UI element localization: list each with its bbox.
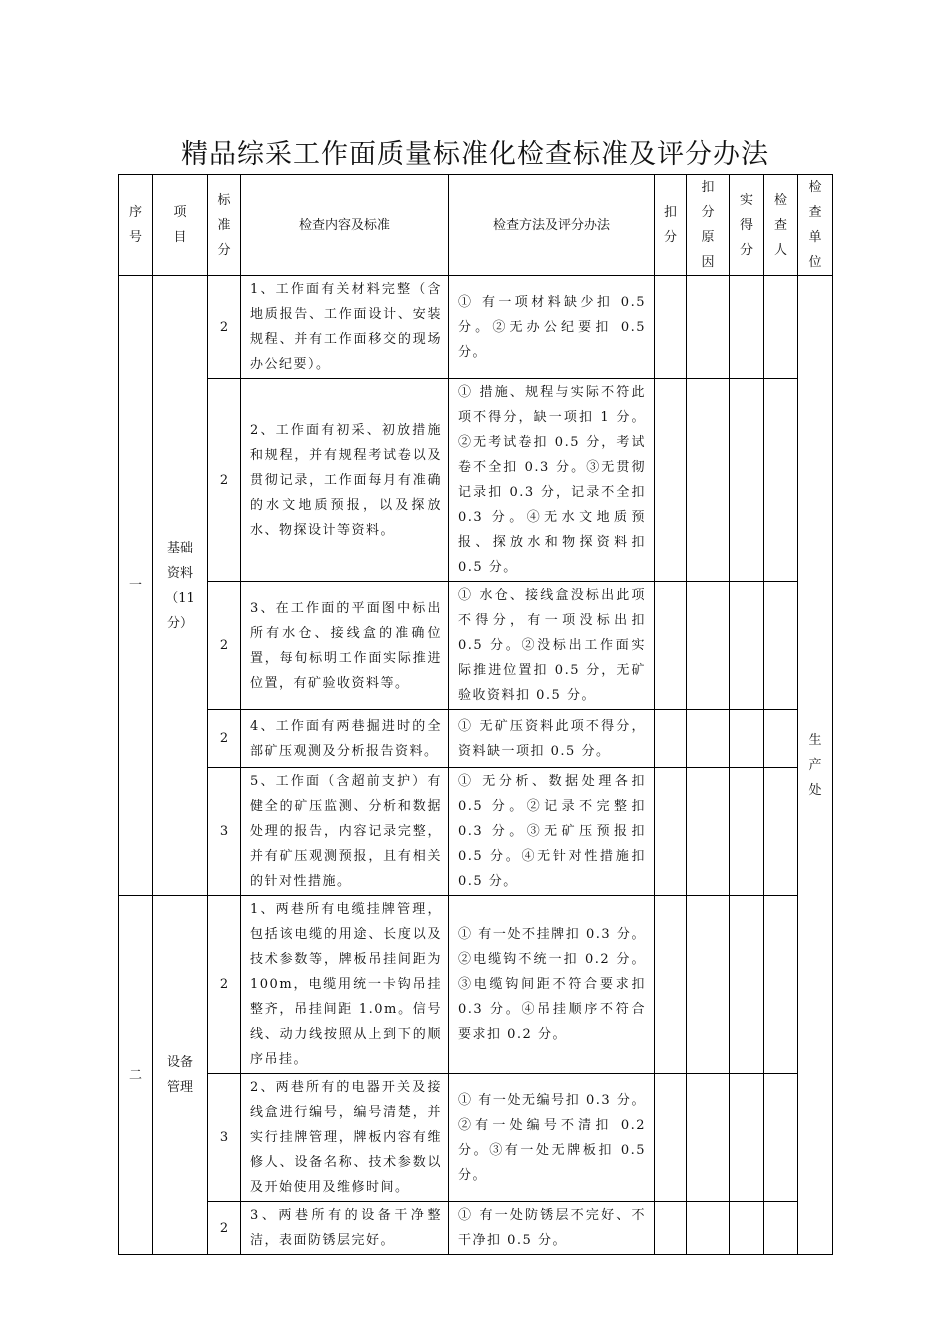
row-content: 4、工作面有两巷掘进时的全部矿压观测及分析报告资料。: [241, 710, 449, 768]
deduct-reason-cell[interactable]: [687, 379, 730, 582]
row-method: ① 无矿压资料此项不得分，资料缺一项扣 0.5 分。: [449, 710, 655, 768]
header-project: 项目: [153, 175, 208, 276]
header-seq: 序号: [119, 175, 153, 276]
section-2-project: 设备 管理: [153, 896, 208, 1255]
header-actual-score: 实得分: [730, 175, 764, 276]
row-content: 3、两巷所有的设备干净整洁，表面防锈层完好。: [241, 1202, 449, 1255]
actual-score-cell[interactable]: [730, 379, 764, 582]
deduct-cell[interactable]: [655, 896, 687, 1074]
deduct-reason-cell[interactable]: [687, 768, 730, 896]
table-row: [119, 379, 833, 582]
row-method: ① 有一项材料缺少扣 0.5 分。②无办公纪要扣 0.5 分。: [449, 276, 655, 379]
deduct-reason-cell[interactable]: [687, 1074, 730, 1202]
deduct-reason-cell[interactable]: [687, 276, 730, 379]
table-row: [119, 896, 833, 1074]
deduct-cell[interactable]: [655, 1202, 687, 1255]
section-1-seq: 一: [119, 276, 153, 896]
inspector-cell[interactable]: [764, 276, 798, 379]
table-row: [119, 1202, 833, 1255]
table-row: [119, 710, 833, 768]
actual-score-cell[interactable]: [730, 1202, 764, 1255]
deduct-reason-cell[interactable]: [687, 710, 730, 768]
row-method: ① 有一处无编号扣 0.3 分。②有一处编号不清扣 0.2 分。③有一处无牌板扣 0.5 分。: [449, 1074, 655, 1202]
deduct-reason-cell[interactable]: [687, 1202, 730, 1255]
deduct-reason-cell[interactable]: [687, 582, 730, 710]
header-inspector: 检查人: [764, 175, 798, 276]
table-row: [119, 768, 833, 896]
deduct-reason-cell[interactable]: [687, 896, 730, 1074]
row-score: 3: [208, 768, 241, 896]
row-content: 1、工作面有关材料完整（含地质报告、工作面设计、安装规程、并有工作面移交的现场办公纪要）。: [241, 276, 449, 379]
header-method: 检查方法及评分办法: [449, 175, 655, 276]
row-method: ① 水仓、接线盒没标出此项不得分，有一项没标出扣 0.5 分。②没标出工作面实际推进位置扣 0.5 分，无矿验收资料扣 0.5 分。: [449, 582, 655, 710]
row-score: 2: [208, 1202, 241, 1255]
row-content: 2、工作面有初采、初放措施和规程，并有规程考试卷以及贯彻记录，工作面每月有准确的水文地质预报，以及探放水、物探设计等资料。: [241, 379, 449, 582]
inspector-cell[interactable]: [764, 379, 798, 582]
deduct-cell[interactable]: [655, 379, 687, 582]
table-row: [119, 1074, 833, 1202]
deduct-cell[interactable]: [655, 276, 687, 379]
inspector-cell[interactable]: [764, 768, 798, 896]
actual-score-cell[interactable]: [730, 768, 764, 896]
inspector-cell[interactable]: [764, 582, 798, 710]
row-content: 1、两巷所有电缆挂牌管理，包括该电缆的用途、长度以及技术参数等，牌板吊挂间距为 100m，电缆用统一卡钩吊挂整齐，吊挂间距 1.0m。信号线、动力线按照从上到下的顺序吊挂。: [241, 896, 449, 1074]
deduct-cell[interactable]: [655, 582, 687, 710]
section-2-seq: 二: [119, 896, 153, 1255]
row-method: ① 措施、规程与实际不符此项不得分，缺一项扣 1 分。②无考试卷扣 0.5 分，考试卷不全扣 0.3 分。③无贯彻记录扣 0.3 分，记录不全扣 0.3 分。④无水文地质预报、探放水和物探资料扣 0.5 分。: [449, 379, 655, 582]
header-unit: 检查单位: [798, 175, 833, 276]
row-method: ① 有一处防锈层不完好、不干净扣 0.5 分。: [449, 1202, 655, 1255]
actual-score-cell[interactable]: [730, 1074, 764, 1202]
page-title: 精品综采工作面质量标准化检查标准及评分办法: [181, 139, 769, 170]
actual-score-cell[interactable]: [730, 896, 764, 1074]
row-score: 2: [208, 710, 241, 768]
header-deduct: 扣分: [655, 175, 687, 276]
deduct-cell[interactable]: [655, 1074, 687, 1202]
header-standard-score: 标准分: [208, 175, 241, 276]
row-score: 2: [208, 582, 241, 710]
inspector-cell[interactable]: [764, 710, 798, 768]
inspector-cell[interactable]: [764, 1202, 798, 1255]
unit-cell: 生产处: [798, 276, 833, 1255]
inspection-table: [118, 174, 833, 1255]
row-method: ① 无分析、数据处理各扣 0.5 分。②记录不完整扣 0.3 分。③无矿压预报扣 0.5 分。④无针对性措施扣 0.5 分。: [449, 768, 655, 896]
deduct-cell[interactable]: [655, 710, 687, 768]
header-deduct-reason: 扣分原因: [687, 175, 730, 276]
section-1-project: 基础 资料 （11 分）: [153, 276, 208, 896]
actual-score-cell[interactable]: [730, 582, 764, 710]
row-score: 2: [208, 896, 241, 1074]
table-header-row: [119, 175, 833, 276]
row-content: 2、两巷所有的电器开关及接线盒进行编号，编号清楚，并实行挂牌管理，牌板内容有维修人、设备名称、技术参数以及开始使用及维修时间。: [241, 1074, 449, 1202]
row-content: 5、工作面（含超前支护）有健全的矿压监测、分析和数据处理的报告，内容记录完整，并有矿压观测预报，且有相关的针对性措施。: [241, 768, 449, 896]
deduct-cell[interactable]: [655, 768, 687, 896]
table-row: [119, 582, 833, 710]
row-method: ① 有一处不挂牌扣 0.3 分。②电缆钩不统一扣 0.2 分。③电缆钩间距不符合要求扣 0.3 分。④吊挂顺序不符合要求扣 0.2 分。: [449, 896, 655, 1074]
actual-score-cell[interactable]: [730, 710, 764, 768]
row-score: 2: [208, 276, 241, 379]
actual-score-cell[interactable]: [730, 276, 764, 379]
header-content: 检查内容及标准: [241, 175, 449, 276]
inspector-cell[interactable]: [764, 1074, 798, 1202]
inspector-cell[interactable]: [764, 896, 798, 1074]
table-row: [119, 276, 833, 379]
row-content: 3、在工作面的平面图中标出所有水仓、接线盒的准确位置，每旬标明工作面实际推进位置，有矿验收资料等。: [241, 582, 449, 710]
row-score: 3: [208, 1074, 241, 1202]
row-score: 2: [208, 379, 241, 582]
